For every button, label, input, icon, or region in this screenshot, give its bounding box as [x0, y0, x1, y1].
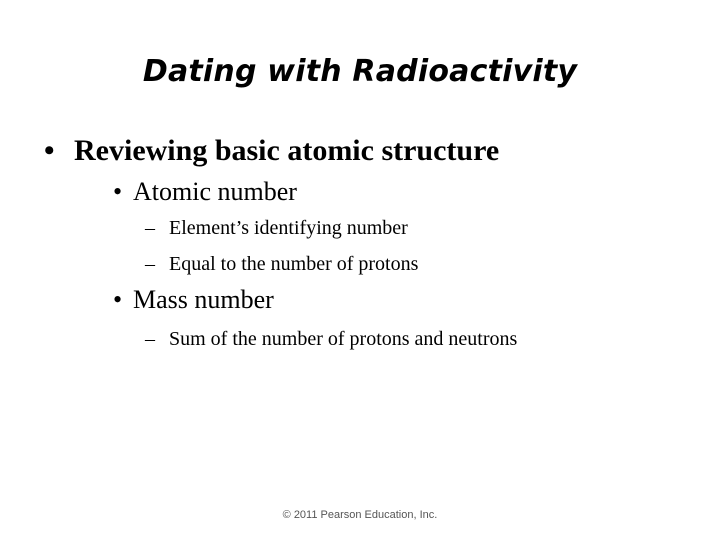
bullet-mark: •: [44, 134, 55, 167]
bullet-mark: •: [113, 285, 123, 314]
bullet-text: Mass number: [133, 285, 274, 314]
bullet-text: Reviewing basic atomic structure: [74, 134, 500, 167]
bullet-reviewing-atomic-structure: [44, 134, 499, 168]
subbullet-sum-protons-neutrons: [145, 328, 517, 351]
subbullet-text: Sum of the number of protons and neutrons: [169, 328, 518, 350]
subbullet-equal-protons: [145, 253, 418, 276]
dash-mark: –: [145, 328, 155, 350]
copyright-footer: © 2011 Pearson Education, Inc.: [282, 509, 438, 521]
bullet-mark: •: [113, 177, 123, 206]
bullet-text: Atomic number: [133, 177, 297, 206]
dash-mark: –: [145, 253, 155, 275]
subbullet-text: Equal to the number of protons: [169, 253, 419, 275]
subbullet-text: Element’s identifying number: [169, 217, 408, 239]
bullet-mass-number: [113, 285, 274, 315]
dash-mark: –: [145, 217, 155, 239]
slide-title: Dating with Radioactivity: [142, 54, 578, 89]
subbullet-identifying-number: [145, 217, 408, 240]
bullet-atomic-number: [113, 177, 297, 207]
